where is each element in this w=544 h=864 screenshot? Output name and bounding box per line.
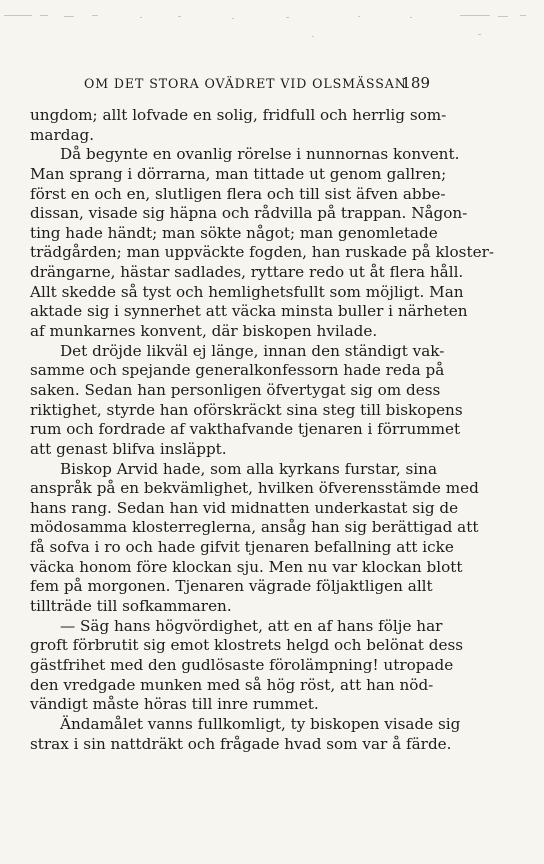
text-line: mödosamma klosterreglerna, ansåg han sig berättigad att (30, 518, 479, 537)
text-line: samme och spejande generalkonfessorn hade reda på (30, 361, 445, 380)
text-line: rum och fordrade af vakthafvande tjenaren i förrummet (30, 420, 461, 439)
text-line: Det dröjde likväl ej länge, innan den ständigt vak- (60, 341, 445, 360)
text-line: Biskop Arvid hade, som alla kyrkans furstar, sina (60, 459, 437, 478)
text-line: — Säg hans högvördighet, att en af hans följe har (60, 616, 443, 635)
text-line: först en och en, slutligen flera och till sist äfven abbe- (30, 184, 446, 203)
text-line: den vredgade munken med så hög röst, att han nöd- (30, 675, 434, 694)
text-line: saken. Sedan han personligen öfvertygat sig om dess (30, 380, 441, 399)
text-line: drängarne, hästar sadlades, ryttare redo ut åt flera håll. (30, 263, 464, 282)
text-line: strax i sin nattdräkt och frågade hvad som var å färde. (30, 734, 452, 753)
text-line: Allt skedde så tyst och hemlighetsfullt som möjligt. Man (30, 282, 464, 301)
text-line: fem på morgonen. Tjenaren vägrade följaktligen allt (30, 577, 433, 596)
text-line: att genast blifva insläppt. (30, 439, 227, 458)
text-line: Då begynte en ovanlig rörelse i nunnornas konvent. (60, 145, 460, 164)
page-number: 189 (401, 74, 430, 92)
text-line: vändigt måste höras till inre rummet. (30, 695, 319, 714)
text-line: anspråk på en bekvämlighet, hvilken öfverensstämde med (30, 479, 479, 498)
scan-artifacts (0, 12, 544, 42)
text-line: mardag. (30, 125, 95, 144)
text-line: af munkarnes konvent, där biskopen hvilade. (30, 322, 378, 341)
text-line: Ändamålet vanns fullkomligt, ty biskopen visade sig (60, 714, 461, 733)
text-line: aktade sig i synnerhet att väcka minsta buller i närheten (30, 302, 468, 321)
text-line: väcka honom före klockan sju. Men nu var klockan blott (30, 557, 463, 576)
text-line: tillträde till sofkammaren. (30, 597, 232, 616)
text-line: ting hade händt; man sökte något; man genomletade (30, 223, 438, 242)
text-line: hans rang. Sedan han vid midnatten underkastat sig de (30, 498, 459, 517)
text-line: riktighet, styrde han oförskräckt sina steg till biskopens (30, 400, 463, 419)
page-header (84, 76, 430, 96)
text-line: Man sprang i dörrarna, man tittade ut genom gallren; (30, 164, 447, 183)
text-line: gästfrihet med den gudlösaste förolämpning! utropade (30, 655, 454, 674)
text-line: ungdom; allt lofvade en solig, fridfull och herrlig som- (30, 106, 447, 124)
body-text (30, 106, 494, 754)
running-title: OM DET STORA OVÄDRET VID OLSMÄSSAN (84, 76, 407, 91)
text-line: trädgården; man uppväckte fogden, han ruskade på kloster- (30, 243, 494, 262)
text-line: dissan, visade sig häpna och rådvilla på trappan. Någon- (30, 204, 468, 223)
text-line: få sofva i ro och hade gifvit tjenaren befallning att icke (30, 538, 454, 557)
text-line: groft förbrutit sig emot klostrets helgd och belönat dess (30, 636, 464, 655)
